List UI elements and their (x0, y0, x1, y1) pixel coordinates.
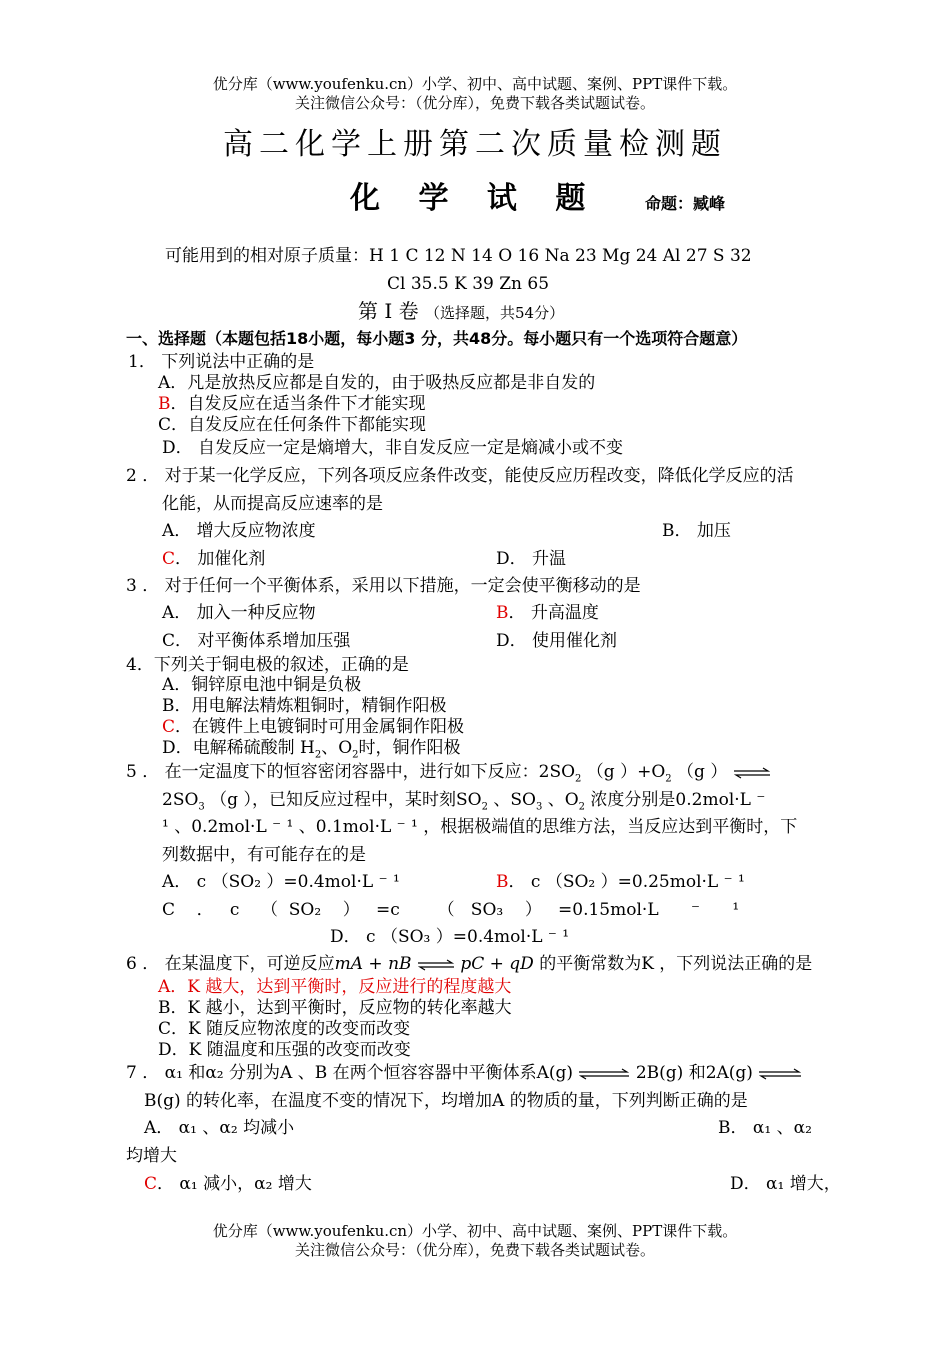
volume-note: （选择题，共54分） (424, 304, 565, 322)
q5-option-a: A． c （SO₂ ）=0.4mol·L ⁻ ¹ (162, 872, 400, 892)
q4-option-c: C．在镀件上电镀铜时可用金属铜作阳极 (162, 717, 465, 737)
q3-option-c: C． 对平衡体系增加压强 (162, 631, 351, 651)
exam-author: 命题：臧峰 (645, 194, 726, 213)
q1-option-b: B．自发反应在适当条件下才能实现 (158, 394, 426, 414)
q5-option-c: C ． c （ SO₂ ） =c （ SO₃ ） =0.15mol·L ⁻ ¹ (162, 900, 740, 920)
answer-mark: C (144, 1174, 158, 1194)
q7-option-a: A． α₁ 、α₂ 均减小 (144, 1118, 295, 1138)
q7-stem-line-2: B(g) 的转化率，在温度不变的情况下，均增加A 的物质的量，下列判断正确的是 (144, 1091, 748, 1111)
volume-heading (358, 300, 564, 323)
q2-option-c: C． 加催化剂 (162, 549, 266, 569)
footer-line-1: 优分库（www.youfenku.cn）小学、初中、高中试题、案例、PPT课件下载。 (212, 1222, 738, 1240)
equilibrium-arrow-icon (758, 1068, 802, 1080)
q2-option-a: A． 增大反应物浓度 (162, 521, 316, 541)
equilibrium-arrow-icon (733, 767, 771, 779)
q1-option-d: D． 自发反应一定是熵增大，非自发反应一定是熵减小或不变 (162, 438, 624, 458)
q1-option-c: C．自发反应在任何条件下都能实现 (158, 415, 427, 435)
q6-option-a: A．K 越大，达到平衡时，反应进行的程度越大 (158, 977, 512, 997)
answer-mark: B (158, 394, 171, 414)
volume-label: 第 Ⅰ 卷 (358, 299, 419, 323)
q2-stem-line-2: 化能，从而提高反应速率的是 (162, 494, 383, 514)
q3-option-b: B． 升高温度 (496, 603, 599, 623)
q6-option-c: C．K 随反应物浓度的改变而改变 (158, 1019, 411, 1039)
q5-stem-line-1: 5 ． 在一定温度下的恒容密闭容器中，进行如下反应：$2SO_2$ （g ）$+O_2$ （g ） (126, 763, 771, 785)
q1-stem: 1． 下列说法中正确的是 (128, 352, 315, 372)
exam-title: 高二化学上册第二次质量检测题 (223, 127, 727, 162)
q7-option-d: D． α₁ 增大， (730, 1174, 841, 1194)
q2-stem-line-1: 2 ． 对于某一化学反应，下列各项反应条件改变，能使反应历程改变，降低化学反应的活 (126, 466, 794, 486)
q3-option-a: A． 加入一种反应物 (162, 603, 316, 623)
equilibrium-arrow-icon (578, 1068, 630, 1080)
q6-option-b: B．K 越小，达到平衡时，反应物的转化率越大 (158, 998, 512, 1018)
q2-option-b: B． 加压 (662, 521, 731, 541)
q5-option-d: D． c （SO₃ ）=0.4mol·L ⁻ ¹ (330, 927, 570, 947)
footer-line-2: 关注微信公众号：（优分库），免费下载各类试题试卷。 (294, 1241, 655, 1259)
q1-option-a: A．凡是放热反应都是自发的，由于吸热反应都是非自发的 (158, 373, 596, 393)
answer-mark: A (158, 977, 171, 997)
q5-stem-line-2: $2SO_3$ （g ），已知反应过程中，某时刻$SO_2$ 、$SO_3$ 、$O_2$ 浓度分别是0.2mol·L ⁻ (162, 790, 766, 813)
q4-option-b: B．用电解法精炼粗铜时，精铜作阳极 (162, 696, 447, 716)
answer-mark: B (496, 603, 509, 623)
q4-option-a: A．铜锌原电池中铜是负极 (162, 675, 362, 695)
answer-mark: B (496, 872, 509, 892)
q7-option-c: C． α₁ 减小，α₂ 增大 (144, 1174, 312, 1194)
q5-stem-line-4: 列数据中，有可能存在的是 (162, 845, 366, 865)
header-line-1: 优分库（www.youfenku.cn）小学、初中、高中试题、案例、PPT课件下载。 (212, 75, 738, 93)
atomic-mass-line-1: 可能用到的相对原子质量：H 1 C 12 N 14 O 16 Na 23 Mg 24 Al 27 S 32 (165, 246, 752, 266)
answer-mark: C (162, 717, 176, 737)
q6-stem: 6 ． 在某温度下，可逆反应mA + nB pC + qD 的平衡常数为K ，下列说法正确的是 (126, 954, 813, 974)
section-heading: 一、选择题（本题包括18小题，每小题3 分，共48分。每小题只有一个选项符合题意） (126, 329, 748, 348)
q5-stem-line-3: ¹ 、0.2mol·L ⁻ ¹ 、0.1mol·L ⁻ ¹ ，根据极端值的思维方法，当反应达到平衡时，下 (162, 817, 798, 837)
q7-option-b: B． α₁ 、α₂ (718, 1118, 812, 1138)
q6-option-d: D．K 随温度和压强的改变而改变 (158, 1040, 411, 1060)
equilibrium-arrow-icon (417, 959, 455, 971)
q5-option-b: B． c （SO₂ ）=0.25mol·L ⁻ ¹ (496, 872, 745, 892)
q2-option-d: D． 升温 (496, 549, 567, 569)
header-line-2: 关注微信公众号：（优分库），免费下载各类试题试卷。 (294, 94, 655, 112)
q7-stem-line-1: 7 ． α₁ 和α₂ 分别为A 、B 在两个恒容容器中平衡体系A(g) 2B(g) 和2A(g) (126, 1064, 802, 1084)
q3-option-d: D． 使用催化剂 (496, 631, 618, 651)
exam-subtitle: 化 学 试 题 (350, 181, 600, 216)
answer-mark: C (162, 549, 176, 569)
q7-option-b-continued: 均增大 (126, 1146, 177, 1166)
atomic-mass-line-2: Cl 35.5 K 39 Zn 65 (387, 274, 550, 294)
q4-stem: 4．下列关于铜电极的叙述，正确的是 (126, 655, 409, 675)
q4-option-d: D．电解稀硫酸制 $H_2$、$O_2$时，铜作阳极 (162, 738, 461, 761)
q3-stem: 3 ． 对于任何一个平衡体系，采用以下措施，一定会使平衡移动的是 (126, 576, 641, 596)
